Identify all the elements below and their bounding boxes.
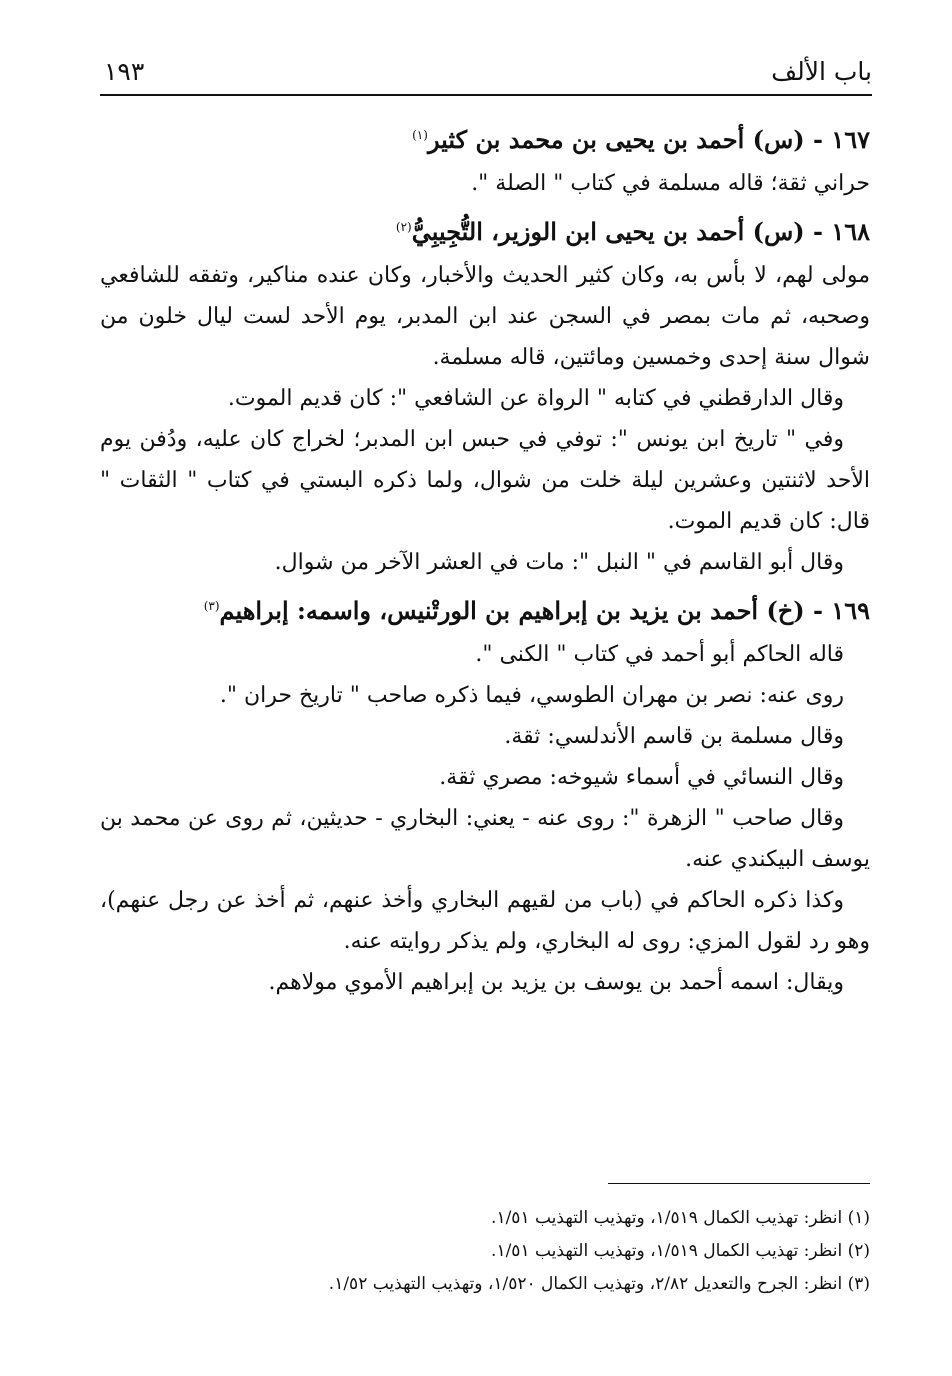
paragraph: وقال النسائي في أسماء شيوخه: مصري ثقة. — [439, 765, 844, 790]
paragraph: وقال مسلمة بن قاسم الأندلسي: ثقة. — [504, 724, 844, 749]
paragraph: وفي " تاريخ ابن يونس ": توفي في حبس ابن المدبر؛ لخراج كان عليه، ودُفن يوم الأحد لاثنتين وعشرين ليلة خلت من شوال، ولما ذكره البستي في كتاب " الثقات " قال: كان قديم الموت. — [100, 427, 870, 534]
footnote-ref: (٢) — [395, 220, 412, 234]
footnote-divider — [608, 1183, 870, 1184]
paragraph: وقال أبو القاسم في " النبل ": مات في العشر الآخر من شوال. — [274, 550, 844, 575]
paragraph: مولى لهم، لا بأس به، وكان كثير الحديث والأخبار، وكان عنده مناكير، وتفقه للشافعي وصحبه، ثم مات بمصر في السجن عند ابن المدبر، يوم الأحد لست ليال خلون من شوال سنة إحدى وخمسين ومائتين، قاله مسلمة. — [100, 263, 870, 370]
paragraph: قاله الحاكم أبو أحمد في كتاب " الكنى ". — [475, 642, 844, 667]
paragraph: وقال صاحب " الزهرة ": روى عنه - يعني: البخاري - حديثين، ثم روى عن محمد بن يوسف البيكندي عنه. — [100, 806, 870, 872]
paragraph: وكذا ذكره الحاكم في (باب من لقيهم البخاري وأخذ عنهم، ثم أخذ عن رجل عنهم)، وهو رد لقول المزي: روى له البخاري، ولم يذكر روايته عنه. — [100, 888, 870, 954]
entry-heading — [100, 112, 870, 163]
footnote-1: (١) انظر: تهذيب الكمال ١/٥١٩، وتهذيب التهذيب ١/٥١. — [491, 1208, 870, 1228]
footnote-2: (٢) انظر: تهذيب الكمال ١/٥١٩، وتهذيب التهذيب ١/٥١. — [491, 1241, 870, 1261]
footnote-ref: (٣) — [203, 599, 220, 613]
main-text — [100, 112, 870, 1003]
footnote-ref: (١) — [412, 128, 428, 142]
entry-169 — [100, 583, 870, 1003]
page-header — [100, 54, 872, 96]
running-head: باب الألف — [771, 57, 872, 86]
entry-167 — [100, 112, 870, 204]
entry-heading — [100, 583, 870, 634]
paragraph: وقال الدارقطني في كتابه " الرواة عن الشافعي ": كان قديم الموت. — [227, 386, 844, 411]
paragraph: روى عنه: نصر بن مهران الطوسي، فيما ذكره صاحب " تاريخ حران ". — [219, 683, 844, 708]
footnotes — [100, 1202, 870, 1301]
footnote-3: (٣) انظر: الجرح والتعديل ٢/٨٢، وتهذيب الكمال ١/٥٢٠، وتهذيب التهذيب ١/٥٢. — [328, 1274, 870, 1294]
entry-168 — [100, 204, 870, 583]
paragraph: حراني ثقة؛ قاله مسلمة في كتاب " الصلة ". — [471, 171, 870, 196]
entry-heading — [100, 204, 870, 255]
entry-heading-text: ١٦٨ - (س) أحمد بن يحيى ابن الوزير، التُّجِيبِيُّ — [411, 217, 870, 246]
entry-heading-text: ١٦٧ - (س) أحمد بن يحيى بن محمد بن كثير — [427, 125, 870, 154]
paragraph: ويقال: اسمه أحمد بن يوسف بن يزيد بن إبراهيم الأموي مولاهم. — [268, 970, 844, 995]
page-number: ١٩٣ — [104, 57, 145, 86]
entry-heading-text: ١٦٩ - (خ) أحمد بن يزيد بن إبراهيم بن الورتْنيس، واسمه: إبراهيم — [219, 596, 870, 625]
